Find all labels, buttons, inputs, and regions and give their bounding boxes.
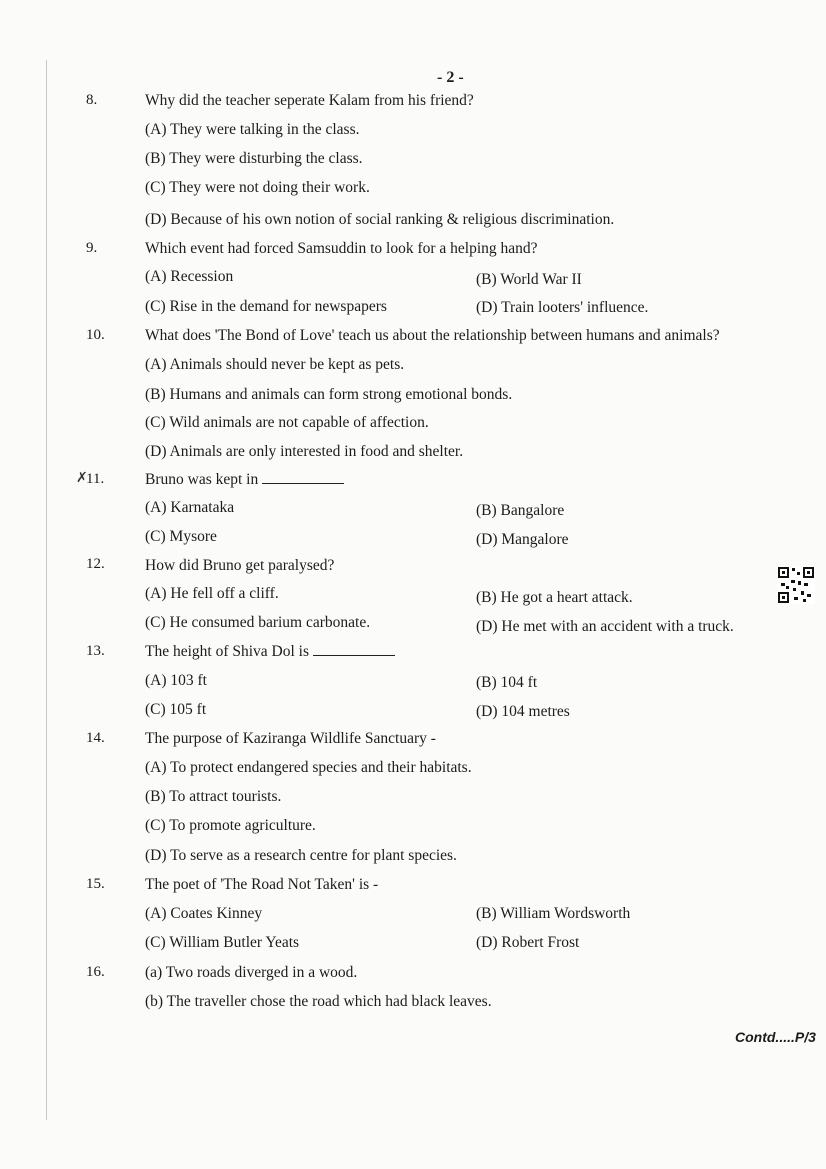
page-number: - 2 - [437, 69, 464, 86]
answer-blank [262, 473, 344, 484]
option: (A) 103 ft [145, 672, 207, 689]
option: (A) Recession [145, 268, 234, 285]
question-text-row [145, 471, 344, 489]
option: (B) Bangalore [476, 502, 565, 519]
option: (D) Animals are only interested in food and shelter. [145, 443, 464, 460]
option: (C) Wild animals are not capable of affection. [145, 414, 429, 431]
answer-blank [313, 645, 395, 656]
pen-mark: ✗ [76, 471, 88, 486]
option: (B) To attract tourists. [145, 788, 282, 805]
option: (C) He consumed barium carbonate. [145, 614, 371, 631]
page-edge-shadow [46, 60, 47, 1120]
option: (A) They were talking in the class. [145, 121, 360, 138]
question-number: 10. [86, 327, 105, 343]
question-number: 14. [86, 730, 105, 746]
option: (B) 104 ft [476, 674, 538, 691]
statement: (a) Two roads diverged in a wood. [145, 964, 358, 981]
option: (D) 104 metres [476, 703, 570, 720]
question-number: 8. [86, 92, 98, 108]
question-number: 16. [86, 964, 105, 980]
question-text: What does 'The Bond of Love' teach us about the relationship between humans and animals? [145, 327, 720, 344]
option: (B) He got a heart attack. [476, 589, 633, 606]
question-text: Bruno was kept in [145, 471, 259, 488]
question-number: 13. [86, 643, 105, 659]
question-text: Why did the teacher seperate Kalam from his friend? [145, 92, 474, 109]
question-number: 9. [86, 240, 98, 256]
option: (D) To serve as a research centre for plant species. [145, 847, 457, 864]
option: (D) Mangalore [476, 531, 569, 548]
option: (C) 105 ft [145, 701, 207, 718]
question-number: 15. [86, 876, 105, 892]
option: (C) To promote agriculture. [145, 817, 316, 834]
question-number: 11. [86, 471, 105, 487]
option: (B) They were disturbing the class. [145, 150, 363, 167]
question-number: 12. [86, 556, 105, 572]
question-text: Which event had forced Samsuddin to look for a helping hand? [145, 240, 538, 257]
option: (A) Animals should never be kept as pets. [145, 356, 405, 373]
option: (A) Karnataka [145, 499, 235, 516]
option: (D) He met with an accident with a truck. [476, 618, 734, 635]
option: (D) Because of his own notion of social ranking & religious discrimination. [145, 211, 615, 228]
option: (C) Mysore [145, 528, 217, 545]
option: (C) William Butler Yeats [145, 934, 300, 951]
question-text: The height of Shiva Dol is [145, 643, 310, 660]
option: (C) They were not doing their work. [145, 179, 370, 196]
qr-code-icon [777, 566, 815, 604]
statement: (b) The traveller chose the road which had black leaves. [145, 993, 492, 1010]
option: (D) Train looters' influence. [476, 299, 649, 316]
option: (D) Robert Frost [476, 934, 580, 951]
option: (B) Humans and animals can form strong emotional bonds. [145, 386, 513, 403]
option: (C) Rise in the demand for newspapers [145, 298, 387, 315]
option: (A) Coates Kinney [145, 905, 263, 922]
option: (B) World War II [476, 271, 582, 288]
continued-note: Contd.....P/3 [735, 1029, 816, 1045]
question-text-row [145, 643, 395, 661]
option: (A) To protect endangered species and their habitats. [145, 759, 472, 776]
question-text: The purpose of Kaziranga Wildlife Sanctuary - [145, 730, 436, 747]
option: (B) William Wordsworth [476, 905, 631, 922]
option: (A) He fell off a cliff. [145, 585, 279, 602]
question-text: The poet of 'The Road Not Taken' is - [145, 876, 379, 893]
question-text: How did Bruno get paralysed? [145, 557, 335, 574]
